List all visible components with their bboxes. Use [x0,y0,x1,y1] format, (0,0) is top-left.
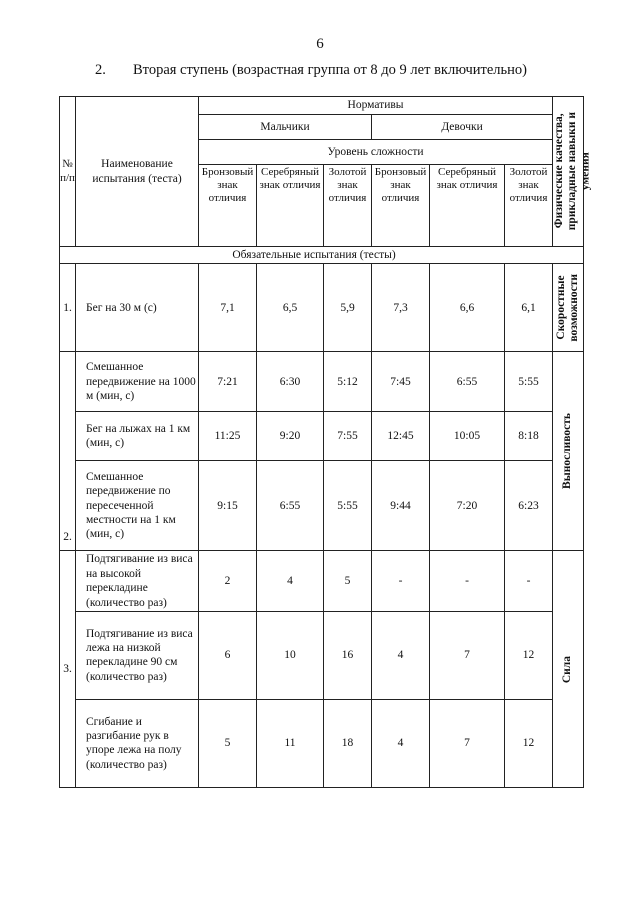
norm-value: 4 [372,699,430,787]
header-girls: Девочки [372,115,553,140]
norm-value: 6:55 [257,461,324,551]
norm-value: 16 [324,611,372,699]
test-name: Сгибание и разгибание рук в упоре лежа на полу (количество раз) [76,699,199,787]
header-level-silver-girls: Серебряный знак отличия [430,165,505,247]
norm-value: 7:21 [199,352,257,412]
group-number: 3. [60,551,76,788]
table-row [60,352,584,412]
test-name: Подтягивание из виса на высокой перекладине (количество раз) [76,551,199,612]
norm-value: 10:05 [430,412,505,461]
norm-value: 5:55 [505,352,553,412]
header-quality [553,97,592,247]
norm-value: 7:45 [372,352,430,412]
header-norms: Нормативы [199,97,553,115]
table-row [60,551,584,612]
norm-value: 10 [257,611,324,699]
norm-value: 6,6 [430,264,505,352]
norm-value: 11 [257,699,324,787]
norm-value: 5:55 [324,461,372,551]
norm-value: 9:44 [372,461,430,551]
norm-value: 7 [430,611,505,699]
group-number: 2. [60,352,76,551]
test-name: Смешанное передвижение на 1000 м (мин, с) [76,352,199,412]
quality-label: Выносливость [561,413,574,490]
norm-value: 7 [430,699,505,787]
norms-table [59,96,592,788]
header-test-name: Наименование испытания (теста) [76,97,199,247]
norm-value: - [372,551,430,612]
header-level-gold-girls: Золотой знак отличия [505,165,553,247]
norm-value: 12 [505,699,553,787]
norm-value: 6:55 [430,352,505,412]
test-name: Бег на 30 м (с) [76,264,199,352]
norm-value: 12 [505,611,553,699]
table-row [60,699,584,787]
norm-value: 8:18 [505,412,553,461]
norm-value: 9:20 [257,412,324,461]
norm-value: 7,3 [372,264,430,352]
header-number: № п/п [60,97,76,247]
section-title: Вторая ступень (возрастная группа от 8 до 9 лет включительно) [133,62,527,78]
quality-cell [553,264,584,352]
table-row [60,611,584,699]
norm-value: 4 [372,611,430,699]
table-row [60,412,584,461]
table-row [60,461,584,551]
norm-value: 5,9 [324,264,372,352]
quality-cell [553,352,584,551]
header-level: Уровень сложности [199,140,553,165]
norm-value: 5:12 [324,352,372,412]
section-mandatory-tests: Обязательные испытания (тесты) [76,247,553,264]
norm-value: 6 [199,611,257,699]
norm-value: 6,5 [257,264,324,352]
header-quality-label: Физические качества, прикладные навыки и умения [553,112,592,231]
norm-value: 12:45 [372,412,430,461]
quality-cell [553,551,584,788]
page-number: 6 [316,36,324,52]
test-name: Смешанное передвижение по пересеченной местности на 1 км (мин, с) [76,461,199,551]
norm-value: 11:25 [199,412,257,461]
header-level-gold-boys: Золотой знак отличия [324,165,372,247]
norm-value: 2 [199,551,257,612]
norm-value: 5 [199,699,257,787]
norm-value: 6,1 [505,264,553,352]
norm-value: 9:15 [199,461,257,551]
group-number: 1. [60,264,76,352]
norm-value: - [505,551,553,612]
norm-value: 7,1 [199,264,257,352]
test-name: Подтягивание из виса лежа на низкой перекладине 90 см (количество раз) [76,611,199,699]
header-level-silver-boys: Серебряный знак отличия [257,165,324,247]
norm-value: 7:55 [324,412,372,461]
test-name: Бег на лыжах на 1 км (мин, с) [76,412,199,461]
header-boys: Мальчики [199,115,372,140]
quality-label: Скоростные возможности [554,274,581,342]
norm-value: 4 [257,551,324,612]
norm-value: 18 [324,699,372,787]
norm-value: - [430,551,505,612]
header-level-bronze-boys: Бронзовый знак отличия [199,165,257,247]
section-heading [95,62,527,79]
section-number: 2. [95,62,106,78]
table-row [60,264,584,352]
norm-value: 6:23 [505,461,553,551]
header-level-bronze-girls: Бронзовый знак отличия [372,165,430,247]
quality-label: Сила [561,655,574,683]
norm-value: 6:30 [257,352,324,412]
norm-value: 7:20 [430,461,505,551]
norm-value: 5 [324,551,372,612]
